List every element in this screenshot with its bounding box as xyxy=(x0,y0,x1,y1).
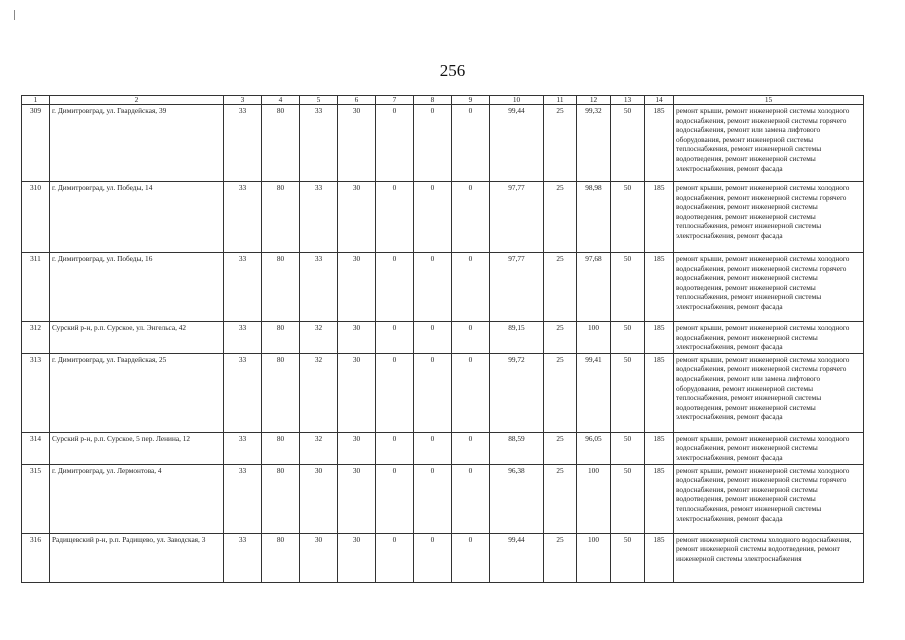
cell-value: 25 xyxy=(544,182,577,253)
cell-value: 30 xyxy=(338,533,376,582)
cell-value: 185 xyxy=(645,182,674,253)
repair-works-cell: ремонт крыши, ремонт инженерной системы холодного водоснабжения, ремонт инженерной системы горячего водоснабжения, ремонт инженерной системы водоотведения, ремонт инженерной системы теплоснабжения, ремонт инженерной системы электроснабжения, ремонт фасада xyxy=(674,182,864,253)
cell-value: 99,44 xyxy=(490,105,544,182)
address-cell: г. Димитровград, ул. Победы, 16 xyxy=(50,253,224,322)
cell-value: 89,15 xyxy=(490,322,544,354)
cell-value: 0 xyxy=(414,182,452,253)
cell-value: 50 xyxy=(611,533,645,582)
address-cell: г. Димитровград, ул. Лермонтова, 4 xyxy=(50,464,224,533)
cell-value: 33 xyxy=(224,105,262,182)
cell-value: 0 xyxy=(376,353,414,432)
cell-value: 99,32 xyxy=(577,105,611,182)
cell-value: 80 xyxy=(262,353,300,432)
cell-value: 33 xyxy=(224,353,262,432)
cell-value: 0 xyxy=(452,253,490,322)
table-row xyxy=(22,182,864,253)
column-header: 2 xyxy=(50,96,224,105)
cell-value: 0 xyxy=(452,105,490,182)
cell-value: 100 xyxy=(577,464,611,533)
cell-value: 32 xyxy=(300,353,338,432)
page-number: 256 xyxy=(439,61,466,80)
cell-value: 185 xyxy=(645,322,674,354)
cell-value: 50 xyxy=(611,182,645,253)
cell-value: 97,77 xyxy=(490,182,544,253)
cell-value: 96,38 xyxy=(490,464,544,533)
table-row xyxy=(22,353,864,432)
repair-works-cell: ремонт крыши, ремонт инженерной системы холодного водоснабжения, ремонт инженерной системы горячего водоснабжения, ремонт инженерной системы водоотведения, ремонт инженерной системы теплоснабжения, ремонт инженерной системы электроснабжения, ремонт фасада xyxy=(674,253,864,322)
cell-value: 185 xyxy=(645,432,674,464)
row-number-cell: 316 xyxy=(22,533,50,582)
cell-value: 96,05 xyxy=(577,432,611,464)
table-row xyxy=(22,464,864,533)
table-row xyxy=(22,432,864,464)
row-number-cell: 313 xyxy=(22,353,50,432)
cell-value: 0 xyxy=(414,533,452,582)
cell-value: 99,44 xyxy=(490,533,544,582)
column-header: 13 xyxy=(611,96,645,105)
repair-works-cell: ремонт крыши, ремонт инженерной системы холодного водоснабжения, ремонт инженерной системы электроснабжения, ремонт фасада xyxy=(674,322,864,354)
repair-works-cell: ремонт крыши, ремонт инженерной системы холодного водоснабжения, ремонт инженерной системы горячего водоснабжения, ремонт или замена лифтового оборудования, ремонт инженерной системы теплоснабжения, ремонт инженерной системы водоотведения, ремонт инженерной системы электроснабжения, ремонт фасада xyxy=(674,105,864,182)
cell-value: 0 xyxy=(376,253,414,322)
address-cell: Сурский р-н, р.п. Сурское, ул. Энгельса, 42 xyxy=(50,322,224,354)
row-number-cell: 309 xyxy=(22,105,50,182)
cell-value: 99,41 xyxy=(577,353,611,432)
cell-value: 80 xyxy=(262,464,300,533)
column-header: 10 xyxy=(490,96,544,105)
row-number-cell: 312 xyxy=(22,322,50,354)
cell-value: 80 xyxy=(262,182,300,253)
cell-value: 30 xyxy=(300,464,338,533)
column-header: 3 xyxy=(224,96,262,105)
cell-value: 0 xyxy=(376,182,414,253)
cell-value: 0 xyxy=(376,105,414,182)
column-number-row xyxy=(22,96,864,105)
cell-value: 50 xyxy=(611,353,645,432)
cell-value: 25 xyxy=(544,253,577,322)
corner-mark xyxy=(14,10,15,20)
cell-value: 30 xyxy=(338,182,376,253)
cell-value: 33 xyxy=(300,182,338,253)
cell-value: 0 xyxy=(414,464,452,533)
cell-value: 33 xyxy=(224,464,262,533)
cell-value: 80 xyxy=(262,322,300,354)
cell-value: 33 xyxy=(224,432,262,464)
data-table xyxy=(21,95,864,583)
row-number-cell: 315 xyxy=(22,464,50,533)
cell-value: 33 xyxy=(224,253,262,322)
cell-value: 25 xyxy=(544,533,577,582)
cell-value: 32 xyxy=(300,322,338,354)
cell-value: 0 xyxy=(414,253,452,322)
address-cell: г. Димитровград, ул. Гвардейская, 39 xyxy=(50,105,224,182)
address-cell: г. Димитровград, ул. Победы, 14 xyxy=(50,182,224,253)
cell-value: 185 xyxy=(645,353,674,432)
cell-value: 30 xyxy=(338,432,376,464)
cell-value: 30 xyxy=(338,464,376,533)
repair-works-cell: ремонт крыши, ремонт инженерной системы холодного водоснабжения, ремонт инженерной системы горячего водоснабжения, ремонт инженерной системы водоотведения, ремонт инженерной системы теплоснабжения, ремонт инженерной системы электроснабжения, ремонт фасада xyxy=(674,464,864,533)
cell-value: 185 xyxy=(645,533,674,582)
column-header: 6 xyxy=(338,96,376,105)
cell-value: 30 xyxy=(338,105,376,182)
row-number-cell: 314 xyxy=(22,432,50,464)
cell-value: 50 xyxy=(611,105,645,182)
cell-value: 88,59 xyxy=(490,432,544,464)
cell-value: 98,98 xyxy=(577,182,611,253)
cell-value: 80 xyxy=(262,253,300,322)
cell-value: 185 xyxy=(645,105,674,182)
cell-value: 97,77 xyxy=(490,253,544,322)
cell-value: 0 xyxy=(452,464,490,533)
cell-value: 32 xyxy=(300,432,338,464)
cell-value: 25 xyxy=(544,464,577,533)
column-header: 4 xyxy=(262,96,300,105)
column-header: 7 xyxy=(376,96,414,105)
table-row xyxy=(22,253,864,322)
row-number-cell: 311 xyxy=(22,253,50,322)
cell-value: 80 xyxy=(262,533,300,582)
cell-value: 100 xyxy=(577,533,611,582)
cell-value: 25 xyxy=(544,105,577,182)
column-header: 12 xyxy=(577,96,611,105)
address-cell: г. Димитровград, ул. Гвардейская, 25 xyxy=(50,353,224,432)
repair-works-cell: ремонт инженерной системы холодного водоснабжения, ремонт инженерной системы водоотведения, ремонт инженерной системы электроснабжения xyxy=(674,533,864,582)
cell-value: 0 xyxy=(376,533,414,582)
cell-value: 50 xyxy=(611,464,645,533)
table-row xyxy=(22,105,864,182)
cell-value: 30 xyxy=(338,353,376,432)
column-header: 15 xyxy=(674,96,864,105)
cell-value: 0 xyxy=(376,322,414,354)
cell-value: 50 xyxy=(611,322,645,354)
repair-works-cell: ремонт крыши, ремонт инженерной системы холодного водоснабжения, ремонт инженерной системы электроснабжения, ремонт фасада xyxy=(674,432,864,464)
cell-value: 0 xyxy=(376,464,414,533)
repair-works-cell: ремонт крыши, ремонт инженерной системы холодного водоснабжения, ремонт инженерной системы горячего водоснабжения, ремонт или замена лифтового оборудования, ремонт инженерной системы теплоснабжения, ремонт инженерной системы водоотведения, ремонт инженерной системы электроснабжения, ремонт фасада xyxy=(674,353,864,432)
cell-value: 0 xyxy=(414,353,452,432)
cell-value: 0 xyxy=(452,533,490,582)
row-number-cell: 310 xyxy=(22,182,50,253)
cell-value: 33 xyxy=(300,253,338,322)
cell-value: 0 xyxy=(414,105,452,182)
cell-value: 0 xyxy=(414,322,452,354)
table-row xyxy=(22,533,864,582)
cell-value: 0 xyxy=(452,353,490,432)
cell-value: 50 xyxy=(611,253,645,322)
column-header: 1 xyxy=(22,96,50,105)
cell-value: 100 xyxy=(577,322,611,354)
column-header: 5 xyxy=(300,96,338,105)
cell-value: 30 xyxy=(338,253,376,322)
column-header: 8 xyxy=(414,96,452,105)
cell-value: 50 xyxy=(611,432,645,464)
cell-value: 0 xyxy=(376,432,414,464)
cell-value: 0 xyxy=(452,432,490,464)
cell-value: 33 xyxy=(224,322,262,354)
address-cell: Радищевский р-н, р.п. Радищево, ул. Заводская, 3 xyxy=(50,533,224,582)
cell-value: 0 xyxy=(452,182,490,253)
column-header: 11 xyxy=(544,96,577,105)
cell-value: 30 xyxy=(338,322,376,354)
cell-value: 25 xyxy=(544,432,577,464)
cell-value: 0 xyxy=(452,322,490,354)
column-header: 9 xyxy=(452,96,490,105)
cell-value: 80 xyxy=(262,105,300,182)
cell-value: 25 xyxy=(544,353,577,432)
cell-value: 33 xyxy=(300,105,338,182)
cell-value: 33 xyxy=(224,533,262,582)
cell-value: 80 xyxy=(262,432,300,464)
cell-value: 185 xyxy=(645,464,674,533)
cell-value: 0 xyxy=(414,432,452,464)
address-cell: Сурский р-н, р.п. Сурское, 5 пер. Ленина, 12 xyxy=(50,432,224,464)
table-row xyxy=(22,322,864,354)
cell-value: 97,68 xyxy=(577,253,611,322)
column-header: 14 xyxy=(645,96,674,105)
cell-value: 185 xyxy=(645,253,674,322)
cell-value: 99,72 xyxy=(490,353,544,432)
cell-value: 25 xyxy=(544,322,577,354)
cell-value: 30 xyxy=(300,533,338,582)
cell-value: 33 xyxy=(224,182,262,253)
